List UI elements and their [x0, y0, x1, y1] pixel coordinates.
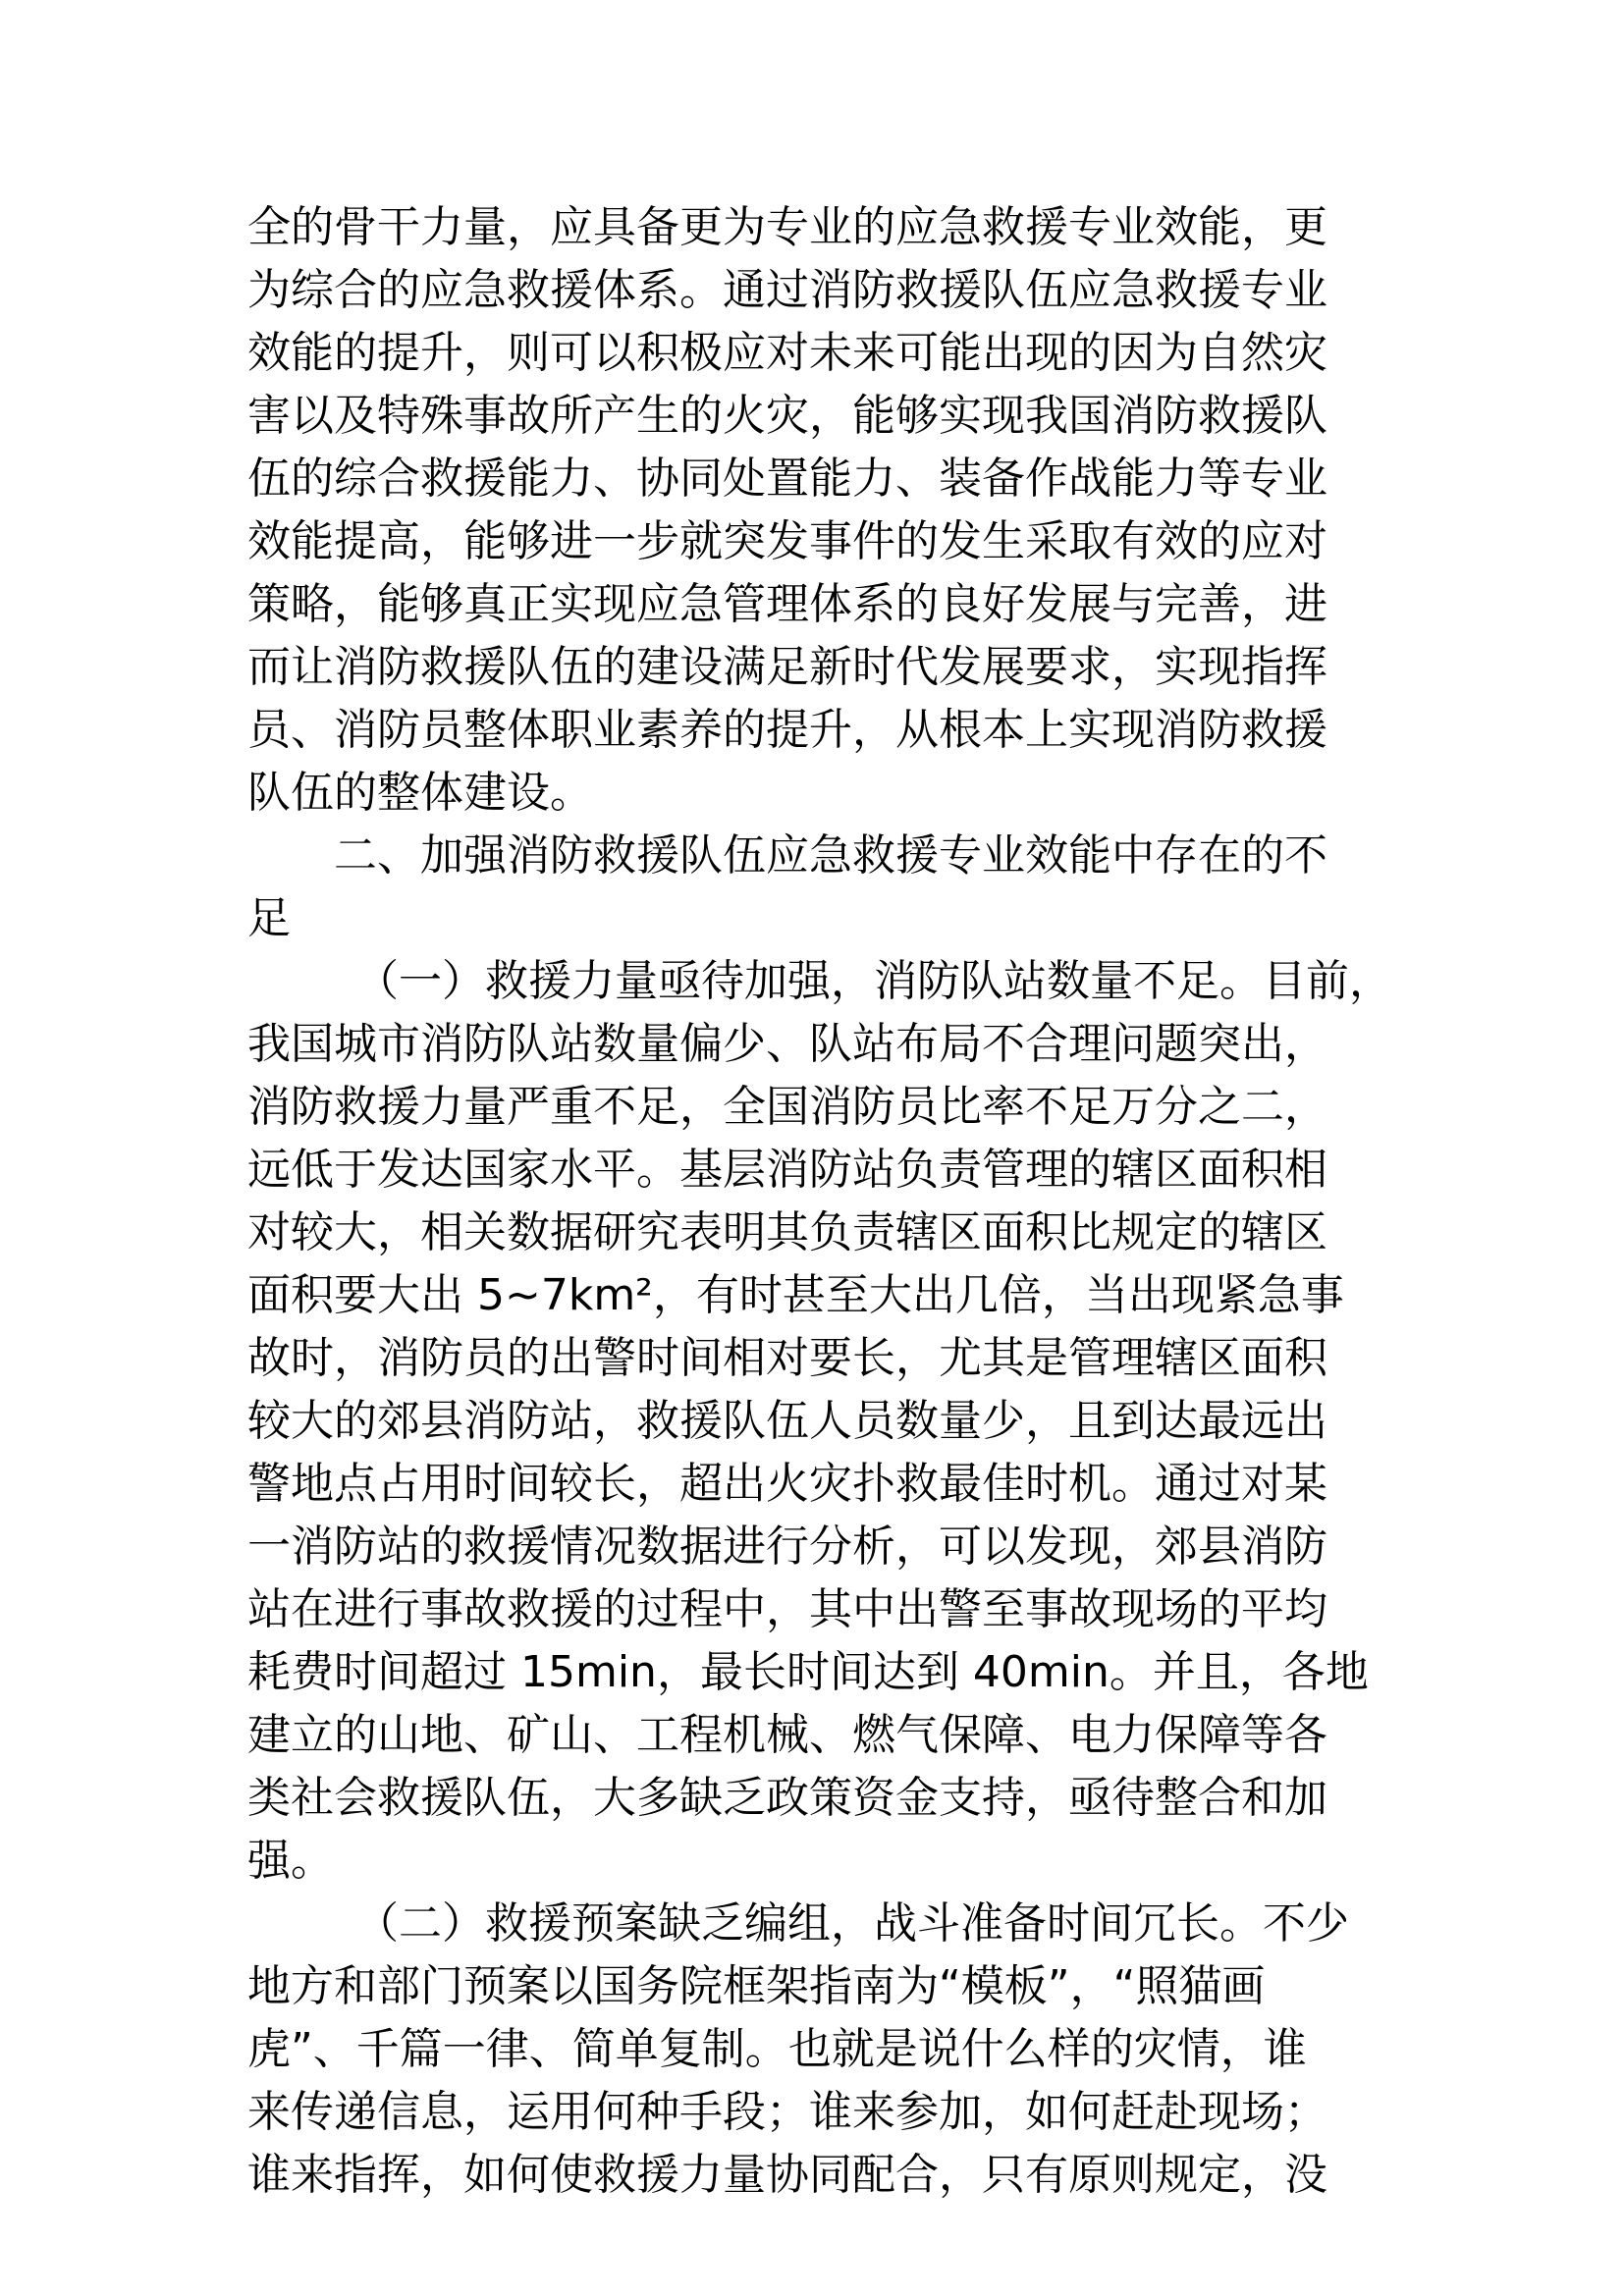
text-line: 耗费时间超过 15min，最长时间达到 40min。并且，各地	[247, 1647, 1369, 1697]
text-line: 害以及特殊事故所产生的火灾，能够实现我国消防救援队	[247, 391, 1327, 441]
text-line: 对较大，相关数据研究表明其负责辖区面积比规定的辖区	[247, 1207, 1327, 1257]
text-line: 虎”、千篇一律、简单复制。也就是说什么样的灾情，谁	[247, 2024, 1307, 2074]
text-line: 类社会救援队伍，大多缺乏政策资金支持，亟待整合和加	[247, 1773, 1327, 1823]
document-body	[247, 196, 1392, 2207]
text-line: 故时，消防员的出警时间相对要长，尤其是管理辖区面积	[247, 1333, 1327, 1383]
text-line: 消防救援力量严重不足，全国消防员比率不足万分之二，	[247, 1082, 1327, 1132]
text-line: 来传递信息，运用何种手段；谁来参加，如何赶赴现场；	[247, 2087, 1327, 2137]
text-line: 伍的综合救援能力、协同处置能力、装备作战能力等专业	[247, 454, 1327, 504]
text-line: 谁来指挥，如何使救援力量协同配合，只有原则规定，没	[247, 2150, 1327, 2200]
subsection-heading: （一）救援力量亟待加强，消防队站数量不足。目前，	[355, 956, 1392, 1006]
text-line: 强。	[247, 1836, 334, 1886]
text-line: 员、消防员整体职业素养的提升，从根本上实现消防救援	[247, 705, 1327, 755]
text-line: 地方和部门预案以国务院框架指南为“模板”，“照猫画	[247, 1961, 1266, 2011]
text-line: 一消防站的救援情况数据进行分析，可以发现，郊县消防	[247, 1522, 1327, 1572]
text-line: 效能的提升，则可以积极应对未来可能出现的因为自然灾	[247, 328, 1327, 378]
section-heading: 二、加强消防救援队伍应急救援专业效能中存在的不	[334, 830, 1327, 881]
text-line: 建立的山地、矿山、工程机械、燃气保障、电力保障等各	[247, 1710, 1327, 1760]
text-line: 远低于发达国家水平。基层消防站负责管理的辖区面积相	[247, 1145, 1327, 1195]
text-line: 而让消防救援队伍的建设满足新时代发展要求，实现指挥	[247, 642, 1327, 692]
text-line: 较大的郊县消防站，救援队伍人员数量少，且到达最远出	[247, 1396, 1327, 1446]
text-line: 面积要大出 5~7km²，有时甚至大出几倍，当出现紧急事	[247, 1270, 1344, 1320]
text-line: 站在进行事故救援的过程中，其中出警至事故现场的平均	[247, 1584, 1327, 1634]
text-line: 策略，能够真正实现应急管理体系的良好发展与完善，进	[247, 579, 1327, 629]
text-line: 效能提高，能够进一步就突发事件的发生采取有效的应对	[247, 516, 1327, 566]
text-line: 为综合的应急救援体系。通过消防救援队伍应急救援专业	[247, 265, 1327, 315]
section-heading-continued: 足	[247, 893, 291, 943]
text-line: 全的骨干力量，应具备更为专业的应急救援专业效能，更	[247, 202, 1327, 252]
subsection-heading: （二）救援预案缺乏编组，战斗准备时间冗长。不少	[355, 1898, 1349, 1949]
text-line: 警地点占用时间较长，超出火灾扑救最佳时机。通过对某	[247, 1459, 1327, 1509]
text-line: 我国城市消防队站数量偏少、队站布局不合理问题突出，	[247, 1019, 1327, 1069]
text-line: 队伍的整体建设。	[247, 768, 593, 818]
